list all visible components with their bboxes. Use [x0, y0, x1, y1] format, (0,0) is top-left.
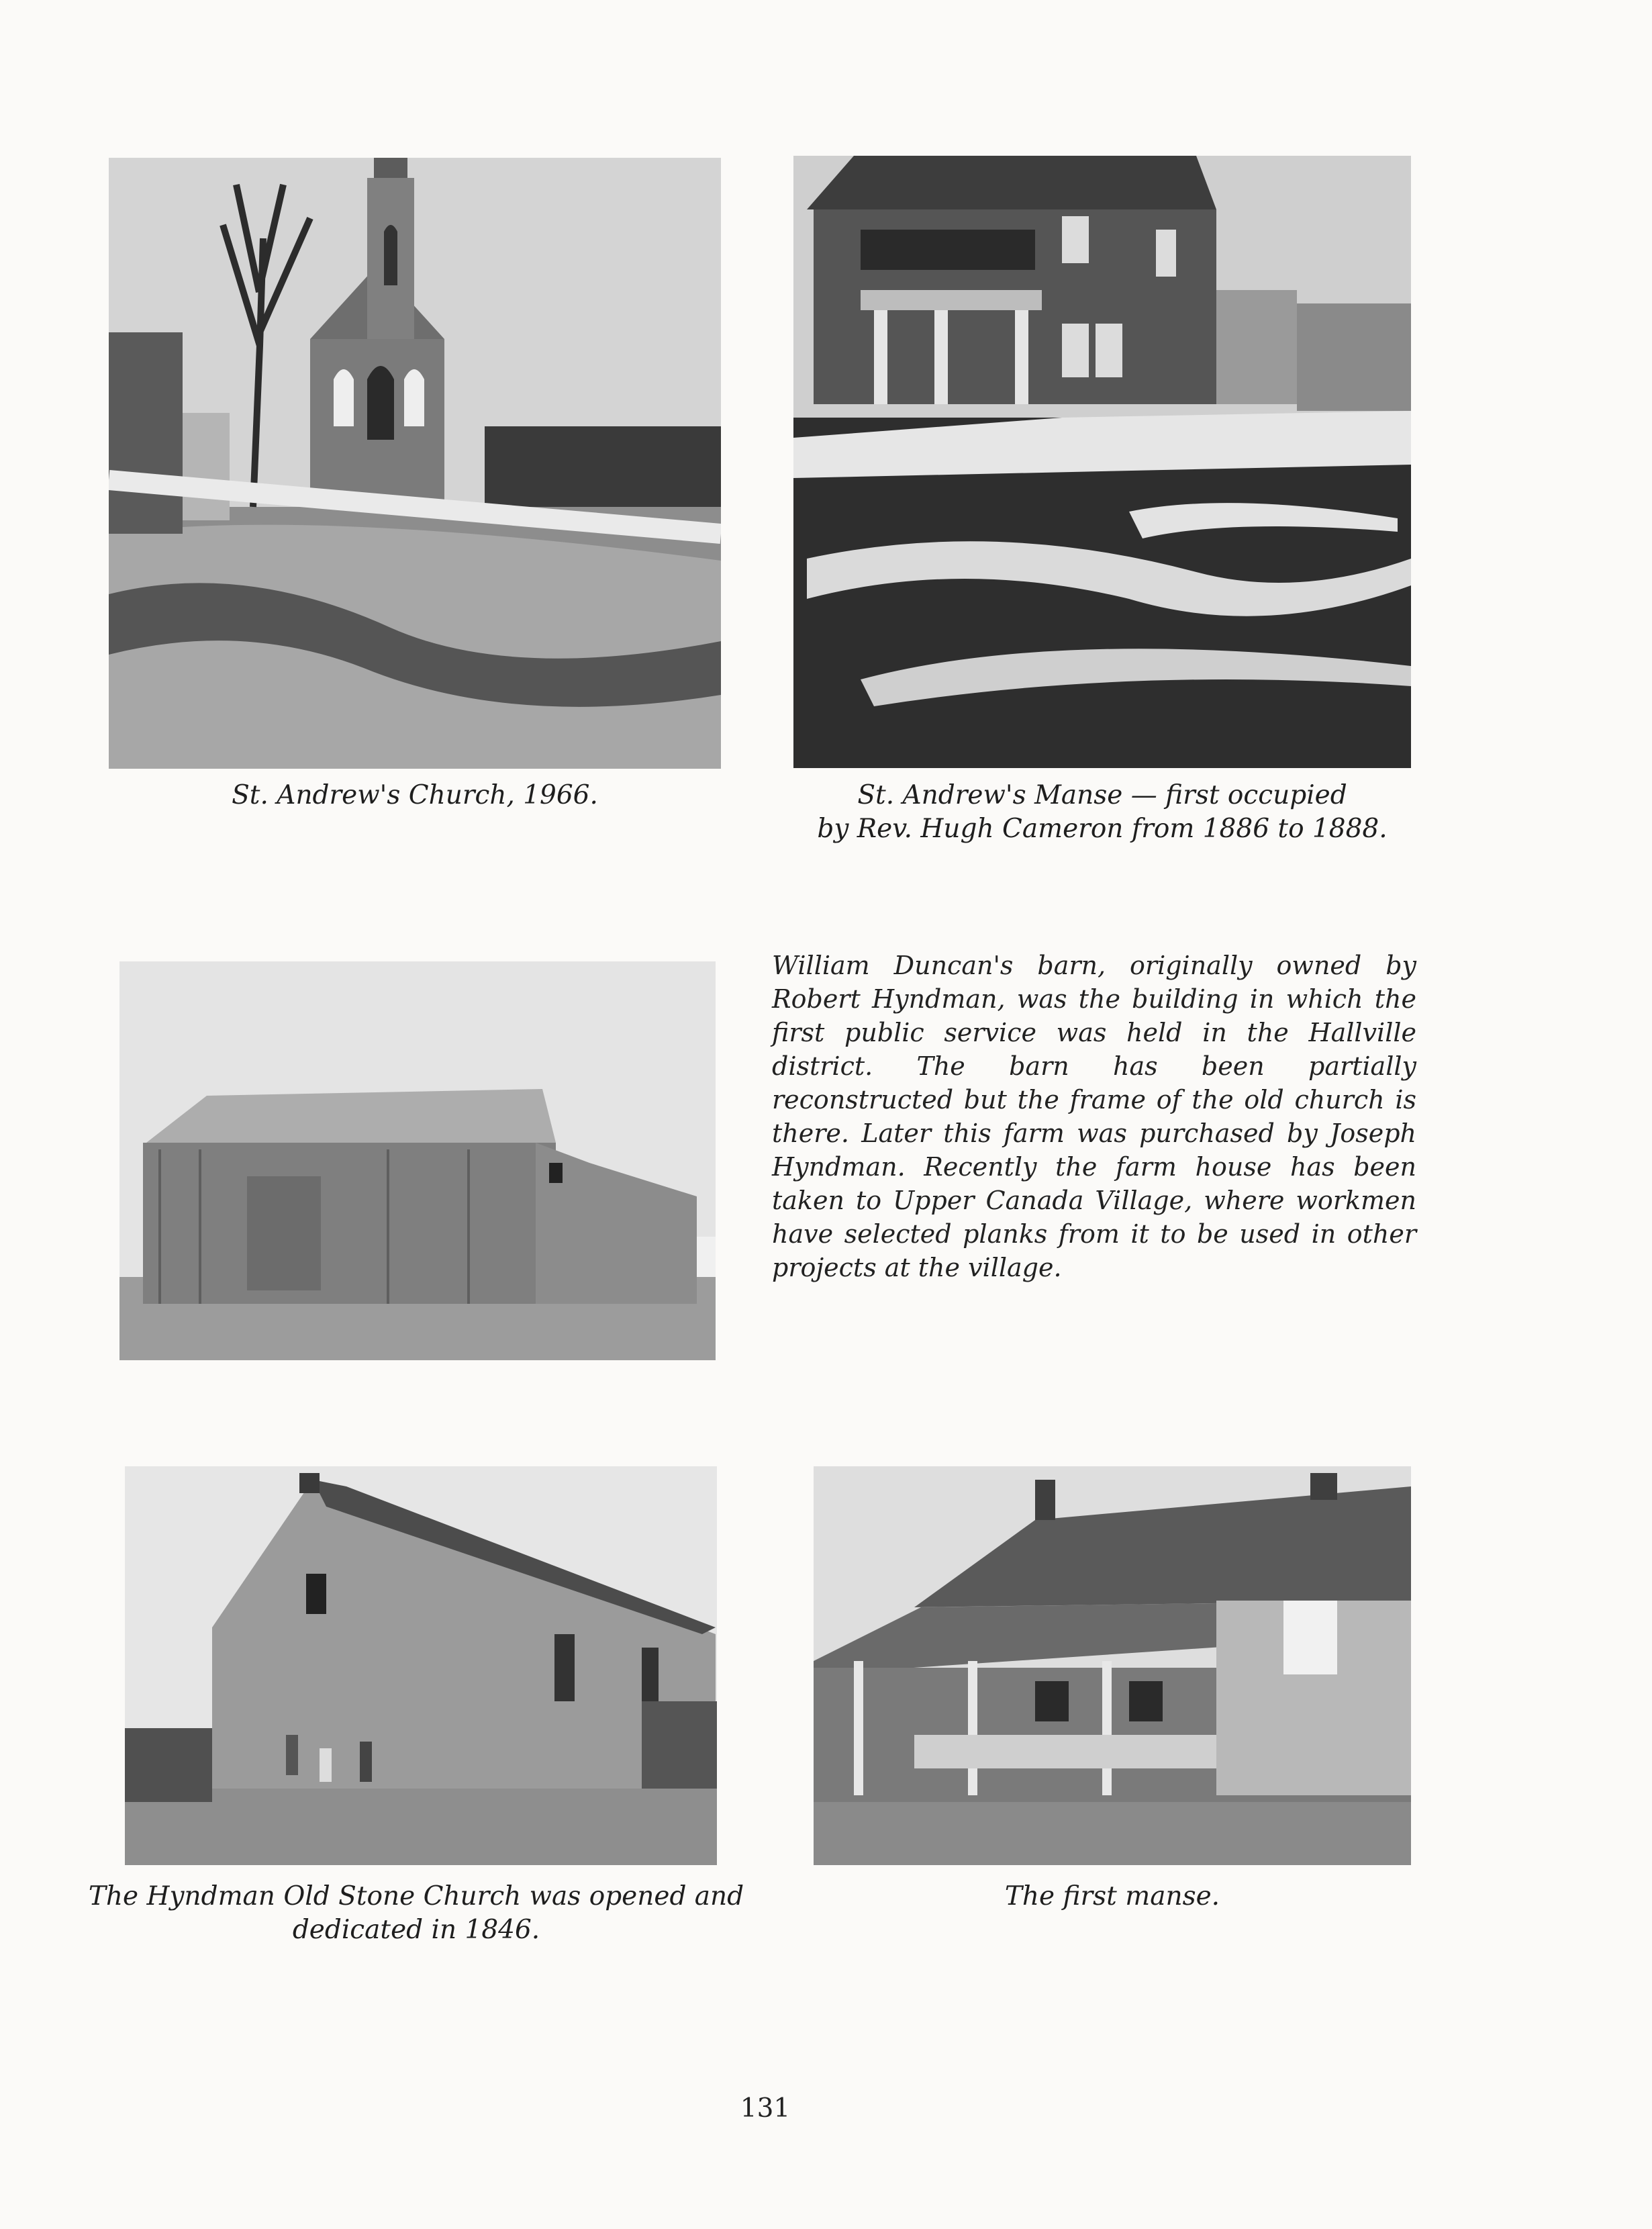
caption-hyndman-old-stone-church: [81, 1880, 752, 1947]
manse-photo-drawing: [793, 156, 1411, 768]
caption-st-andrews-manse: [793, 779, 1411, 846]
stone-church-photo-drawing: [125, 1466, 717, 1865]
barn-description: William Duncan's barn, originally owned by Robert Hyndman, was the building in which the first public service was held in the Hallville district. The barn has been partially reconstructed but the frame of the old church is there. Later this farm was purchased by Joseph Hyndman. Recently the farm house has been taken to Upper Canada Village, where workmen have selected planks from it to be used in other projects at the village.: [772, 951, 1416, 1282]
photo-st-andrews-church: [109, 158, 721, 769]
first-manse-photo-drawing: [814, 1466, 1411, 1865]
photo-william-duncans-barn: [119, 961, 716, 1360]
church-photo-drawing: [109, 158, 721, 769]
caption-first-manse: [814, 1880, 1411, 1913]
caption-line-2: dedicated in 1846.: [292, 1915, 540, 1945]
caption-text: The first manse.: [1004, 1881, 1220, 1911]
caption-line-2: by Rev. Hugh Cameron from 1886 to 1888.: [817, 814, 1388, 844]
page-number: 131: [740, 2093, 791, 2124]
photo-hyndman-old-stone-church: [125, 1466, 717, 1865]
caption-text: St. Andrew's Church, 1966.: [232, 780, 598, 810]
caption-st-andrews-church: [109, 779, 721, 812]
barn-photo-drawing: [119, 961, 716, 1360]
caption-line-1: The Hyndman Old Stone Church was opened and: [88, 1881, 744, 1911]
photo-first-manse: [814, 1466, 1411, 1865]
photo-st-andrews-manse: [793, 156, 1411, 768]
caption-line-1: St. Andrew's Manse — first occupied: [857, 780, 1347, 810]
